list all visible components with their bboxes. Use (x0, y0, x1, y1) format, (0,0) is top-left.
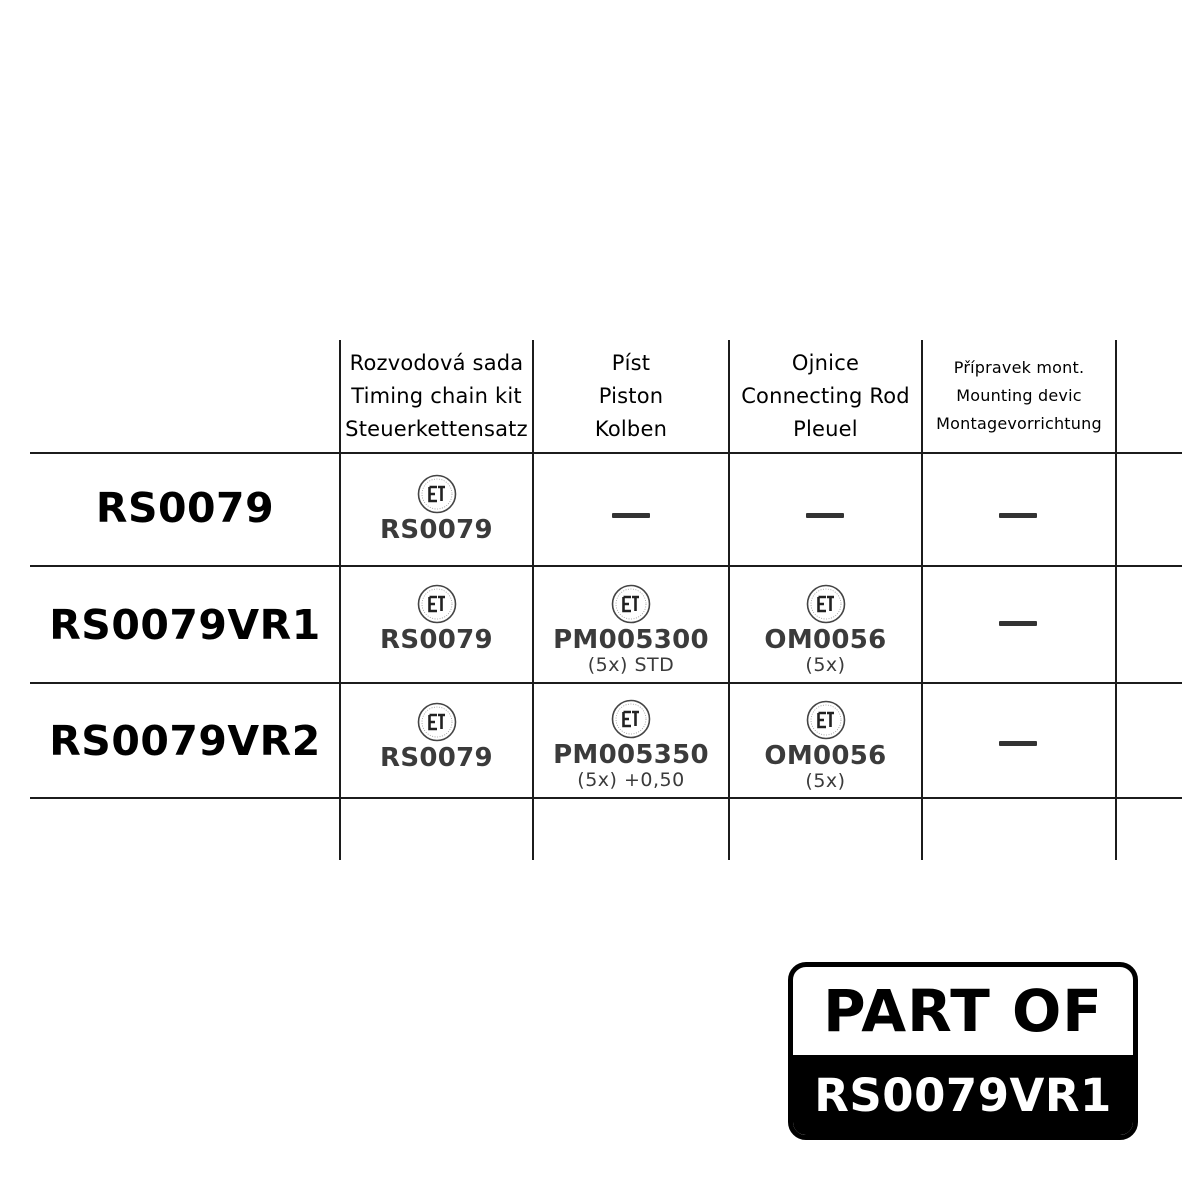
part-cell (534, 584, 728, 676)
column-divider (1115, 340, 1117, 860)
part-cell (534, 699, 728, 791)
part-of-badge (788, 962, 1138, 1140)
part-cell (341, 584, 532, 654)
et-logo-icon (611, 584, 651, 624)
row-label: RS0079VR2 (49, 717, 321, 765)
part-code: OM0056 (764, 741, 887, 771)
et-logo-icon (806, 584, 846, 624)
part-cell (341, 702, 532, 772)
part-cell (730, 584, 921, 676)
header-line: Mounting devic (956, 386, 1082, 405)
header-piston (534, 340, 728, 452)
header-line: Montagevorrichtung (936, 414, 1102, 433)
header-mounting-device (923, 340, 1115, 452)
part-note: (5x) (805, 654, 846, 676)
badge-code: RS0079VR1 (793, 1055, 1133, 1135)
part-note: (5x) STD (587, 654, 675, 676)
row-divider (30, 452, 1182, 454)
empty-dash (999, 621, 1037, 626)
empty-dash (999, 741, 1037, 746)
part-cell (341, 474, 532, 544)
empty-dash (806, 513, 844, 518)
header-line: Connecting Rod (741, 383, 910, 408)
et-logo-icon (417, 702, 457, 742)
et-logo-icon (417, 474, 457, 514)
row-divider (30, 797, 1182, 799)
part-code: RS0079 (380, 515, 493, 545)
part-code: PM005300 (553, 625, 709, 655)
header-line: Piston (598, 383, 664, 408)
header-line: Pleuel (793, 416, 858, 441)
part-note: (5x) (805, 770, 846, 792)
row-label: RS0079VR1 (49, 601, 321, 649)
header-connecting-rod (730, 340, 921, 452)
part-code: RS0079 (380, 625, 493, 655)
part-code: PM005350 (553, 740, 709, 770)
header-line: Kolben (594, 416, 668, 441)
row-label: RS0079 (95, 484, 275, 532)
badge-title: PART OF (823, 977, 1103, 1045)
header-timing-chain-kit (341, 340, 532, 452)
header-line: Rozvodová sada (349, 350, 524, 375)
header-line: Přípravek mont. (953, 358, 1085, 377)
header-line: Píst (611, 350, 651, 375)
part-cell (730, 700, 921, 792)
header-line: Ojnice (791, 350, 860, 375)
et-logo-icon (806, 700, 846, 740)
part-note: (5x) +0,50 (577, 769, 685, 791)
part-code: OM0056 (764, 625, 887, 655)
et-logo-icon (611, 699, 651, 739)
et-logo-icon (417, 584, 457, 624)
row-divider (30, 682, 1182, 684)
empty-dash (999, 513, 1037, 518)
row-divider (30, 565, 1182, 567)
header-line: Steuerkettensatz (345, 416, 528, 441)
empty-dash (612, 513, 650, 518)
header-line: Timing chain kit (351, 383, 522, 408)
part-code: RS0079 (380, 743, 493, 773)
